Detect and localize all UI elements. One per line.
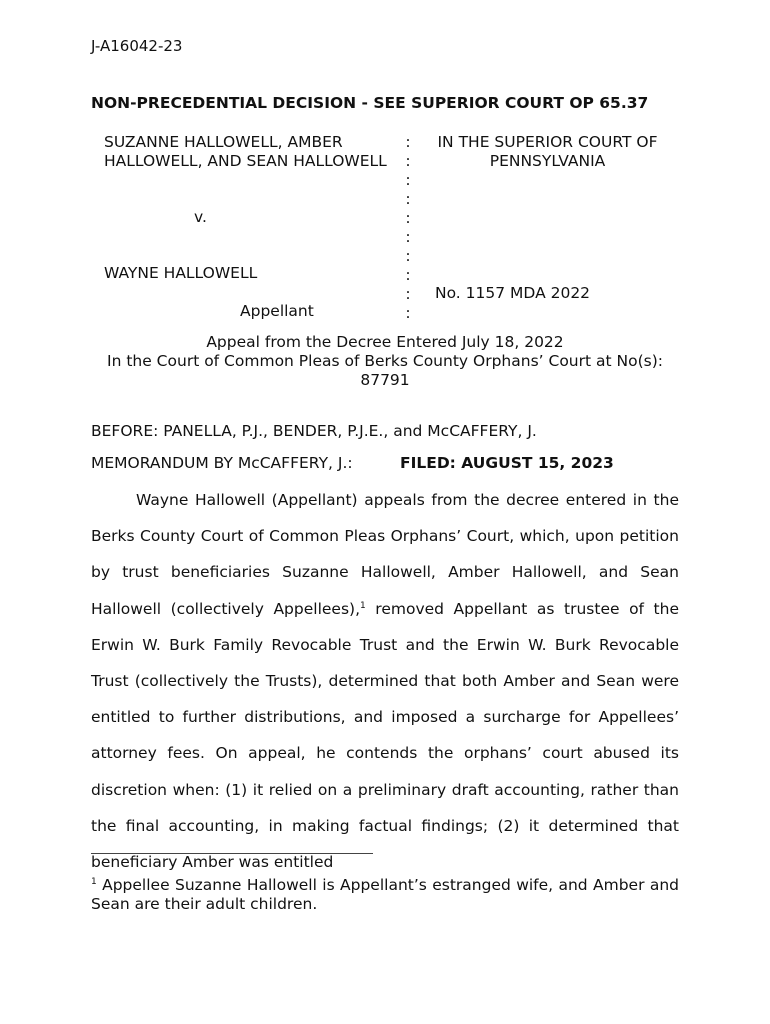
opinion-text-part1: Wayne Hallowell (Appellant) appeals from the decree entered in the Berks County Court of Common Pleas Orphans’ Court, which, upon petition by trust beneficiaries Suzanne Hallowell, Amber Hallowell, and Sean Hallowell (collectively Appellees), bbox=[91, 491, 679, 618]
footnote bbox=[91, 876, 679, 914]
caption-defendant: WAYNE HALLOWELL bbox=[104, 264, 258, 282]
caption-separator: : bbox=[405, 304, 411, 322]
caption-separator-column bbox=[402, 133, 414, 323]
caption-plaintiffs-line1: SUZANNE HALLOWELL, AMBER bbox=[104, 133, 343, 151]
caption-separator: : bbox=[405, 228, 411, 246]
caption-separator: : bbox=[405, 209, 411, 227]
appeal-line2: In the Court of Common Pleas of Berks County Orphans’ Court at No(s): bbox=[107, 352, 663, 370]
caption-versus: v. bbox=[194, 208, 207, 226]
decision-notice: NON-PRECEDENTIAL DECISION - SEE SUPERIOR COURT OP 65.37 bbox=[91, 94, 649, 112]
appeal-description bbox=[80, 333, 690, 390]
panel-before: BEFORE: PANELLA, P.J., BENDER, P.J.E., and McCAFFERY, J. bbox=[91, 422, 537, 440]
case-number: No. 1157 MDA 2022 bbox=[435, 284, 591, 302]
footnote-divider bbox=[91, 853, 373, 854]
filed-date: FILED: AUGUST 15, 2023 bbox=[400, 454, 614, 472]
caption-court-line1: IN THE SUPERIOR COURT OF bbox=[437, 133, 658, 151]
appeal-line3: 87791 bbox=[360, 371, 410, 389]
opinion-paragraph bbox=[91, 482, 679, 880]
caption-court-line2: PENNSYLVANIA bbox=[489, 152, 606, 170]
caption-court bbox=[420, 133, 675, 171]
footnote-text: Appellee Suzanne Hallowell is Appellant’s estranged wife, and Amber and Sean are their adult children. bbox=[91, 876, 679, 913]
caption-separator: : bbox=[405, 133, 411, 151]
appeal-line1: Appeal from the Decree Entered July 18, 2022 bbox=[206, 333, 564, 351]
footnote-reference[interactable]: 1 bbox=[360, 600, 366, 611]
caption-plaintiffs-line2: HALLOWELL, AND SEAN HALLOWELL bbox=[104, 152, 387, 170]
caption-separator: : bbox=[405, 285, 411, 303]
caption-plaintiffs bbox=[104, 133, 404, 171]
caption-separator: : bbox=[405, 190, 411, 208]
caption-separator: : bbox=[405, 171, 411, 189]
caption-role: Appellant bbox=[240, 302, 314, 320]
docket-number: J-A16042-23 bbox=[91, 37, 183, 55]
caption-separator: : bbox=[405, 247, 411, 265]
opinion-text-part2: removed Appellant as trustee of the Erwin W. Burk Family Revocable Trust and the Erwin W. Burk Revocable Trust (collectively the Trusts), determined that both Amber and Sean were entitled to further distributions, and imposed a surcharge for Appellees’ attorney fees. On appeal, he contends the orphans’ court abused its discretion when: (1) it relied on a preliminary draft accounting, rather than the final accounting, in making factual findings; (2) it determined that beneficiary Amber was entitled bbox=[91, 599, 679, 872]
memorandum-author: MEMORANDUM BY McCAFFERY, J.: bbox=[91, 454, 353, 472]
footnote-marker: 1 bbox=[91, 876, 97, 887]
caption-separator: : bbox=[405, 152, 411, 170]
caption-separator: : bbox=[405, 266, 411, 284]
